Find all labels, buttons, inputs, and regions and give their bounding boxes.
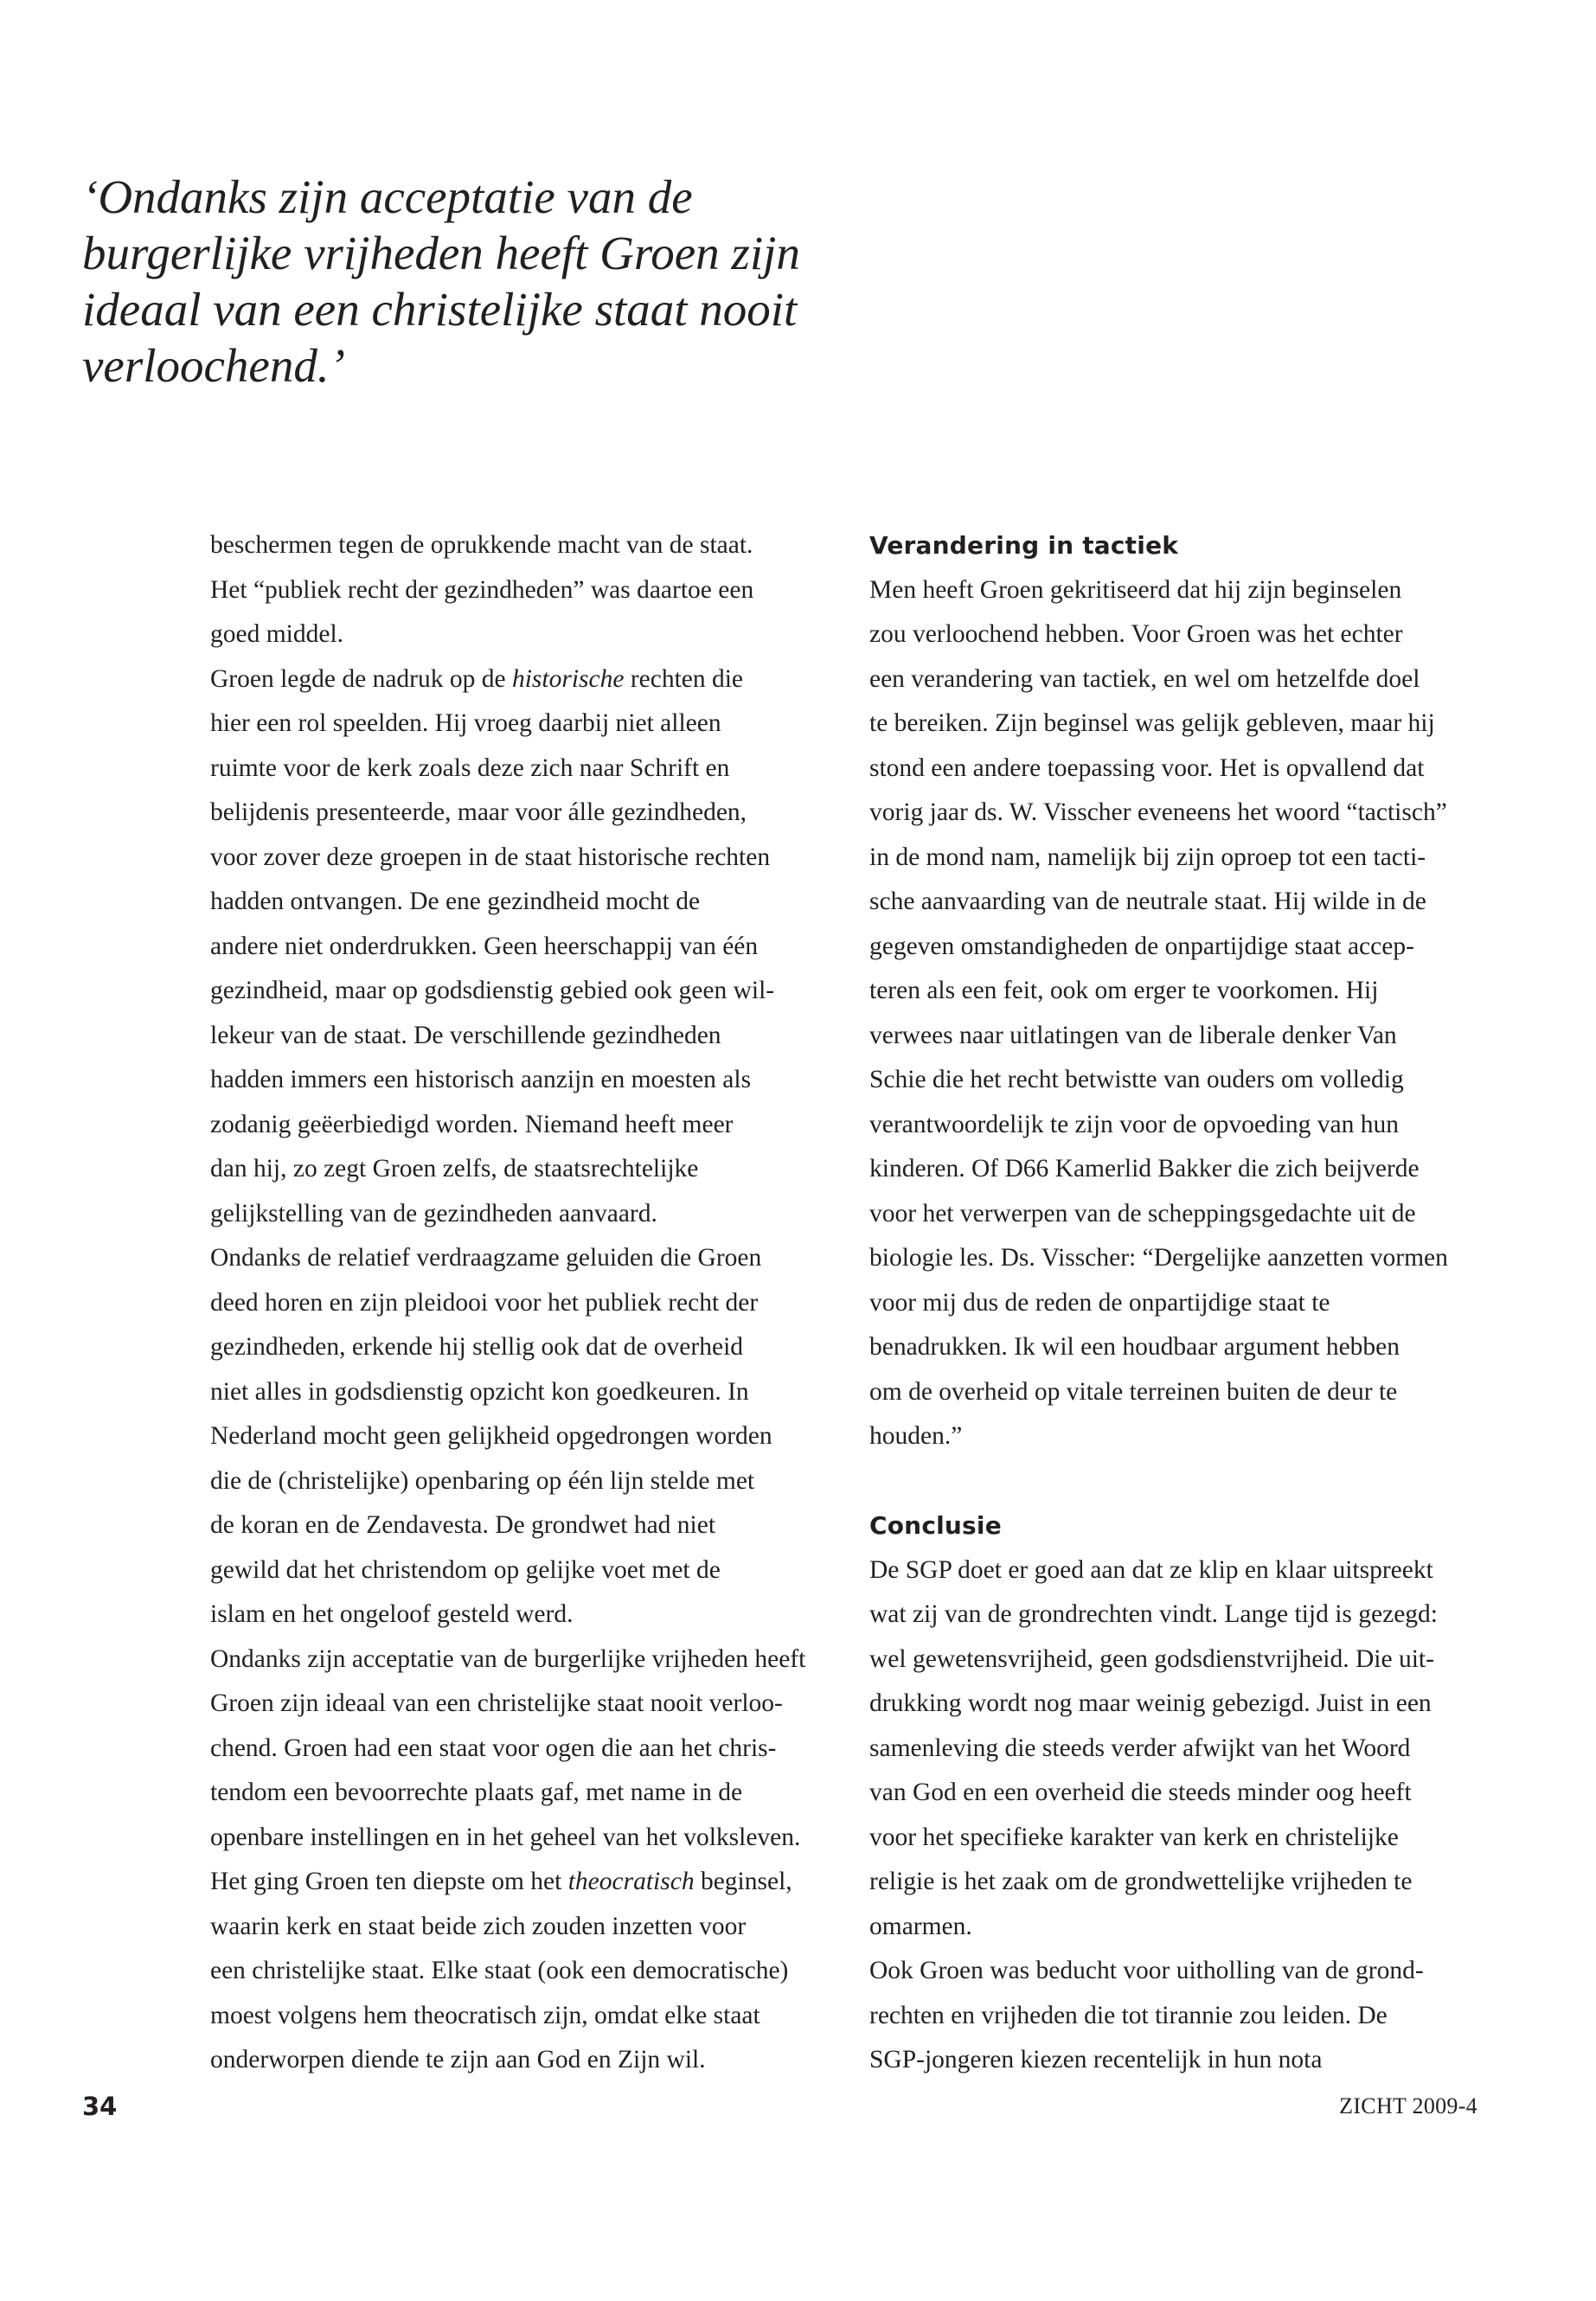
body-line: andere niet onderdrukken. Geen heerschappij van één [210,932,759,960]
emphasis-historische: historische [511,664,625,693]
body-line: goed middel. [210,620,344,648]
pull-quote-line: ideaal van een christelijke staat nooit [82,283,798,336]
left-column [210,523,868,2083]
body-line: een christelijke staat. Elke staat (ook een democratische) [210,1957,789,1984]
body-line: onderworpen diende te zijn aan God en Zijn wil. [210,2046,706,2073]
emphasis-theocratisch: theocratisch [567,1868,695,1895]
body-line: stond een andere toepassing voor. Het is opvallend dat [869,753,1425,782]
pull-quote-line: burgerlijke vrijheden heeft Groen zijn [82,227,800,279]
body-line-text: Groen legde de nadruk op de [210,664,512,693]
body-line: in de mond nam, namelijk bij zijn oproep tot een tacti- [869,843,1426,871]
body-line-text: rechten die [624,664,744,693]
body-line: islam en het ongeloof gesteld werd. [210,1600,574,1628]
body-line: hadden immers een historisch aanzijn en moesten als [210,1066,752,1093]
body-line: drukking wordt nog maar weinig gebezigd. Juist in een [869,1689,1432,1717]
page-number: 34 [82,2092,118,2121]
body-line-with-emphasis [210,1860,868,1905]
section-spacer [869,1459,1527,1504]
body-line: kinderen. Of D66 Kamerlid Bakker die zich beijverde [869,1155,1420,1183]
body-line: dan hij, zo zegt Groen zelfs, de staatsrechtelijke [210,1155,699,1183]
body-line-text: beginsel, [694,1868,792,1895]
pull-quote [82,169,800,394]
body-line: samenleving die steeds verder afwijkt van het Woord [869,1734,1411,1762]
body-line: zou verloochend hebben. Voor Groen was het echter [869,620,1403,648]
section-heading-verandering: Verandering in tactiek [869,531,1179,560]
body-line: verwees naar uitlatingen van de liberale denker Van [869,1021,1397,1049]
body-line: ruimte voor de kerk zoals deze zich naar Schrift en [210,753,730,782]
body-line: voor mij dus de reden de onpartijdige staat te [869,1288,1330,1317]
body-line: benadrukken. Ik wil een houdbaar argument hebben [869,1333,1401,1361]
body-line-text: Het ging Groen ten diepste om het [210,1868,568,1895]
body-line: die de (christelijke) openbaring op één lijn stelde met [210,1466,755,1495]
body-line: vorig jaar ds. W. Visscher eveneens het woord “tactisch” [869,798,1447,826]
body-line: Ook Groen was beducht voor uitholling van de grond- [869,1957,1424,1984]
body-line: Men heeft Groen gekritiseerd dat hij zijn beginselen [869,575,1402,604]
body-line: voor zover deze groepen in de staat historische rechten [210,843,771,871]
body-line: beschermen tegen de oprukkende macht van de staat. [210,531,753,559]
body-line: chend. Groen had een staat voor ogen die aan het chris- [210,1734,777,1762]
body-line: om de overheid op vitale terreinen buiten de deur te [869,1377,1398,1406]
body-line: De SGP doet er goed aan dat ze klip en klaar uitspreekt [869,1555,1433,1584]
pull-quote-line: ‘Ondanks zijn acceptatie van de [82,170,693,223]
pull-quote-line: verloochend.’ [82,339,345,392]
body-line: voor het specifieke karakter van kerk en christelijke [869,1823,1399,1851]
body-line: tendom een bevoorrechte plaats gaf, met name in de [210,1779,743,1806]
body-line: Ondanks zijn acceptatie van de burgerlijke vrijheden heeft [210,1644,806,1673]
body-line: teren als een feit, ook om erger te voorkomen. Hij [869,977,1379,1004]
body-line: zodanig geëerbiedigd worden. Niemand heeft meer [210,1110,734,1138]
body-line: Ondanks de relatief verdraagzame geluiden die Groen [210,1244,762,1272]
body-line: biologie les. Ds. Visscher: “Dergelijke aanzetten vormen [869,1244,1448,1272]
right-column [869,523,1527,2083]
body-line: te bereiken. Zijn beginsel was gelijk gebleven, maar hij [869,709,1435,737]
body-line-with-emphasis [210,657,868,702]
body-line: hadden ontvangen. De ene gezindheid mocht de [210,888,701,915]
body-line: gegeven omstandigheden de onpartijdige staat accep- [869,932,1414,960]
body-line: gezindheden, erkende hij stellig ook dat de overheid [210,1333,744,1361]
body-line: niet alles in godsdienstig opzicht kon goedkeuren. In [210,1377,749,1406]
body-line: omarmen. [869,1912,972,1940]
section-heading-conclusie: Conclusie [869,1511,1002,1540]
body-line: sche aanvaarding van de neutrale staat. Hij wilde in de [869,888,1426,915]
body-line: gewild dat het christendom op gelijke voet met de [210,1555,721,1584]
body-line: Groen zijn ideaal van een christelijke staat nooit verloo- [210,1689,783,1717]
body-line: verantwoordelijk te zijn voor de opvoeding van hun [869,1110,1399,1138]
body-line: waarin kerk en staat beide zich zouden inzetten voor [210,1912,747,1940]
body-line: van God en een overheid die steeds minder oog heeft [869,1779,1412,1806]
body-line: gelijkstelling van de gezindheden aanvaard. [210,1199,657,1227]
body-line: deed horen en zijn pleidooi voor het publiek recht der [210,1288,759,1317]
body-line: Het “publiek recht der gezindheden” was daartoe een [210,575,754,604]
body-line: Schie die het recht betwistte van ouders om volledig [869,1066,1404,1093]
body-line: Nederland mocht geen gelijkheid opgedrongen worden [210,1422,772,1450]
journal-issue: ZICHT 2009-4 [1339,2093,1477,2118]
body-line: belijdenis presenteerde, maar voor álle gezindheden, [210,798,747,826]
body-line: SGP-jongeren kiezen recentelijk in hun nota [869,2046,1323,2073]
body-line: houden.” [869,1422,963,1450]
body-line: wat zij van de grondrechten vindt. Lange tijd is gezegd: [869,1600,1438,1628]
body-line: moest volgens hem theocratisch zijn, omdat elke staat [210,2001,760,2029]
body-line: gezindheid, maar op godsdienstig gebied ook geen wil- [210,977,775,1004]
body-line: rechten en vrijheden die tot tirannie zou leiden. De [869,2001,1388,2029]
body-line: hier een rol speelden. Hij vroeg daarbij niet alleen [210,709,721,737]
body-line: wel gewetensvrijheid, geen godsdienstvrijheid. Die uit- [869,1644,1434,1673]
body-line: religie is het zaak om de grondwettelijke vrijheden te [869,1868,1413,1895]
body-line: openbare instellingen en in het geheel van het volksleven. [210,1823,801,1851]
body-line: voor het verwerpen van de scheppingsgedachte uit de [869,1199,1416,1227]
body-line: lekeur van de staat. De verschillende gezindheden [210,1021,721,1049]
body-line: een verandering van tactiek, en wel om hetzelfde doel [869,664,1420,693]
body-line: de koran en de Zendavesta. De grondwet had niet [210,1511,716,1539]
